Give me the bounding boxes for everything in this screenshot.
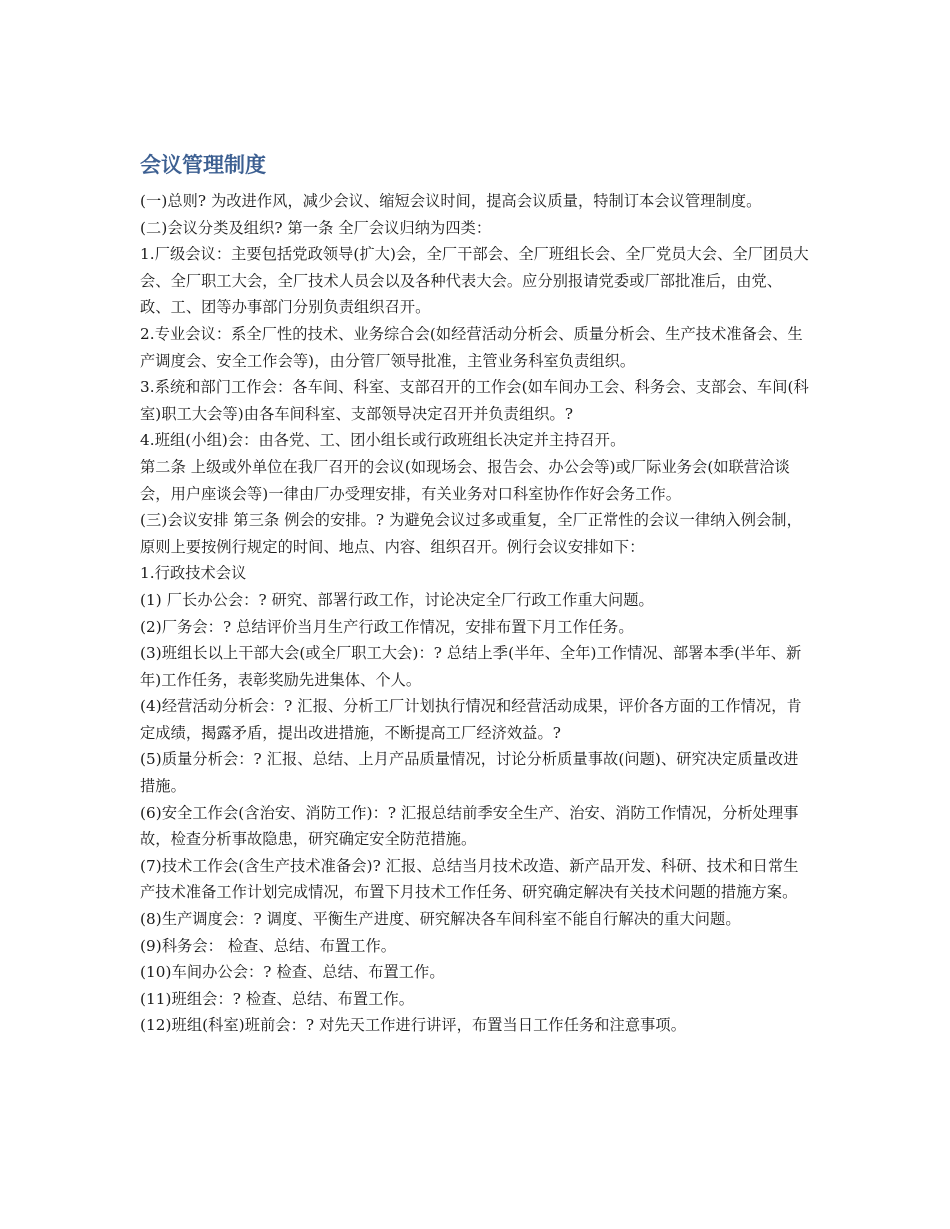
- document-body: [140, 188, 812, 1039]
- document-paragraph: (10)车间办公会：? 检查、总结、布置工作。: [140, 963, 445, 982]
- document-paragraph: 4.班组(小组)会：由各党、工、团小组长或行政班组长决定并主持召开。: [140, 431, 626, 450]
- document-paragraph: (2)厂务会：? 总结评价当月生产行政工作情况，安排布置下月工作任务。: [140, 617, 634, 636]
- document-title: 会议管理制度: [140, 153, 266, 177]
- document-paragraph: (3)班组长以上干部大会(或全厂职工大会)：? 总结上季(半年、全年)工作情况、部署本季(半年、新年)工作任务，表彰奖励先进集体、个人。: [140, 644, 802, 689]
- document-paragraph: 第二条 上级或外单位在我厂召开的会议(如现场会、报告会、办公会等)或厂际业务会(如联营洽谈会，用户座谈会等)一律由厂办受理安排，有关业务对口科室协作作好会务工作。: [140, 457, 790, 503]
- document-paragraph: (12)班组(科室)班前会：? 对先天工作进行讲评，布置当日工作任务和注意事项。: [140, 1016, 686, 1035]
- document-paragraph: 3.系统和部门工作会：各车间、科室、支部召开的工作会(如车间办工会、科务会、支部会、车间(科室)职工大会等)由各车间科室、支部领导决定召开并负责组织。?: [140, 378, 809, 423]
- document-paragraph: (6)安全工作会(含治安、消防工作)：? 汇报总结前季安全生产、治安、消防工作情况，分析处理事故，检查分析事故隐患，研究确定安全防范措施。: [140, 803, 799, 849]
- document-paragraph: (一)总则? 为改进作风，减少会议、缩短会议时间，提高会议质量，特制订本会议管理制度。: [140, 192, 762, 210]
- document-paragraph: (5)质量分析会：? 汇报、总结、上月产品质量情况，讨论分析质量事故(问题)、研究决定质量改进措施。: [140, 750, 799, 796]
- document-paragraph: (7)技术工作会(含生产技术准备会)? 汇报、总结当月技术改造、新产品开发、科研、技术和日常生产技术准备工作计划完成情况，布置下月技术工作任务、研究确定解决有关技术问题的措施方案。: [140, 856, 799, 902]
- document-paragraph: 1.厂级会议：主要包括党政领导(扩大)会，全厂干部会、全厂班组长会、全厂党员大会、全厂团员大会、全厂职工大会，全厂技术人员会以及各种代表大会。应分别报请党委或厂部批准后，由党、政、工、团等办事部门分别负责组织召开。: [140, 245, 809, 317]
- document-paragraph: 2.专业会议：系全厂性的技术、业务综合会(如经营活动分析会、质量分析会、生产技术准备会、生产调度会、安全工作会等)，由分管厂领导批准，主管业务科室负责组织。: [140, 324, 803, 370]
- document-paragraph: (9)科务会： 检查、总结、布置工作。: [140, 936, 397, 955]
- document-paragraph: (1) 厂长办公会：? 研究、部署行政工作，讨论决定全厂行政工作重大问题。: [140, 590, 654, 609]
- document-paragraph: (11)班组会：? 检查、总结、布置工作。: [140, 989, 415, 1008]
- document-paragraph: (4)经营活动分析会：? 汇报、分析工厂计划执行情况和经营活动成果，评价各方面的工作情况，肯定成绩，揭露矛盾，提出改进措施，不断提高工厂经济效益。?: [140, 697, 802, 742]
- document-paragraph: (三)会议安排 第三条 例会的安排。? 为避免会议过多或重复，全厂正常性的会议一律纳入例会制，原则上要按例行规定的时间、地点、内容、组织召开。例行会议安排如下：: [140, 511, 802, 556]
- document-paragraph: 1.行政技术会议: [140, 564, 247, 583]
- document-paragraph: (二)会议分类及组织? 第一条 全厂会议归纳为四类：: [140, 218, 492, 237]
- document-page: [140, 148, 812, 1039]
- document-paragraph: (8)生产调度会：? 调度、平衡生产进度、研究解决各车间科室不能自行解决的重大问题。: [140, 910, 741, 929]
